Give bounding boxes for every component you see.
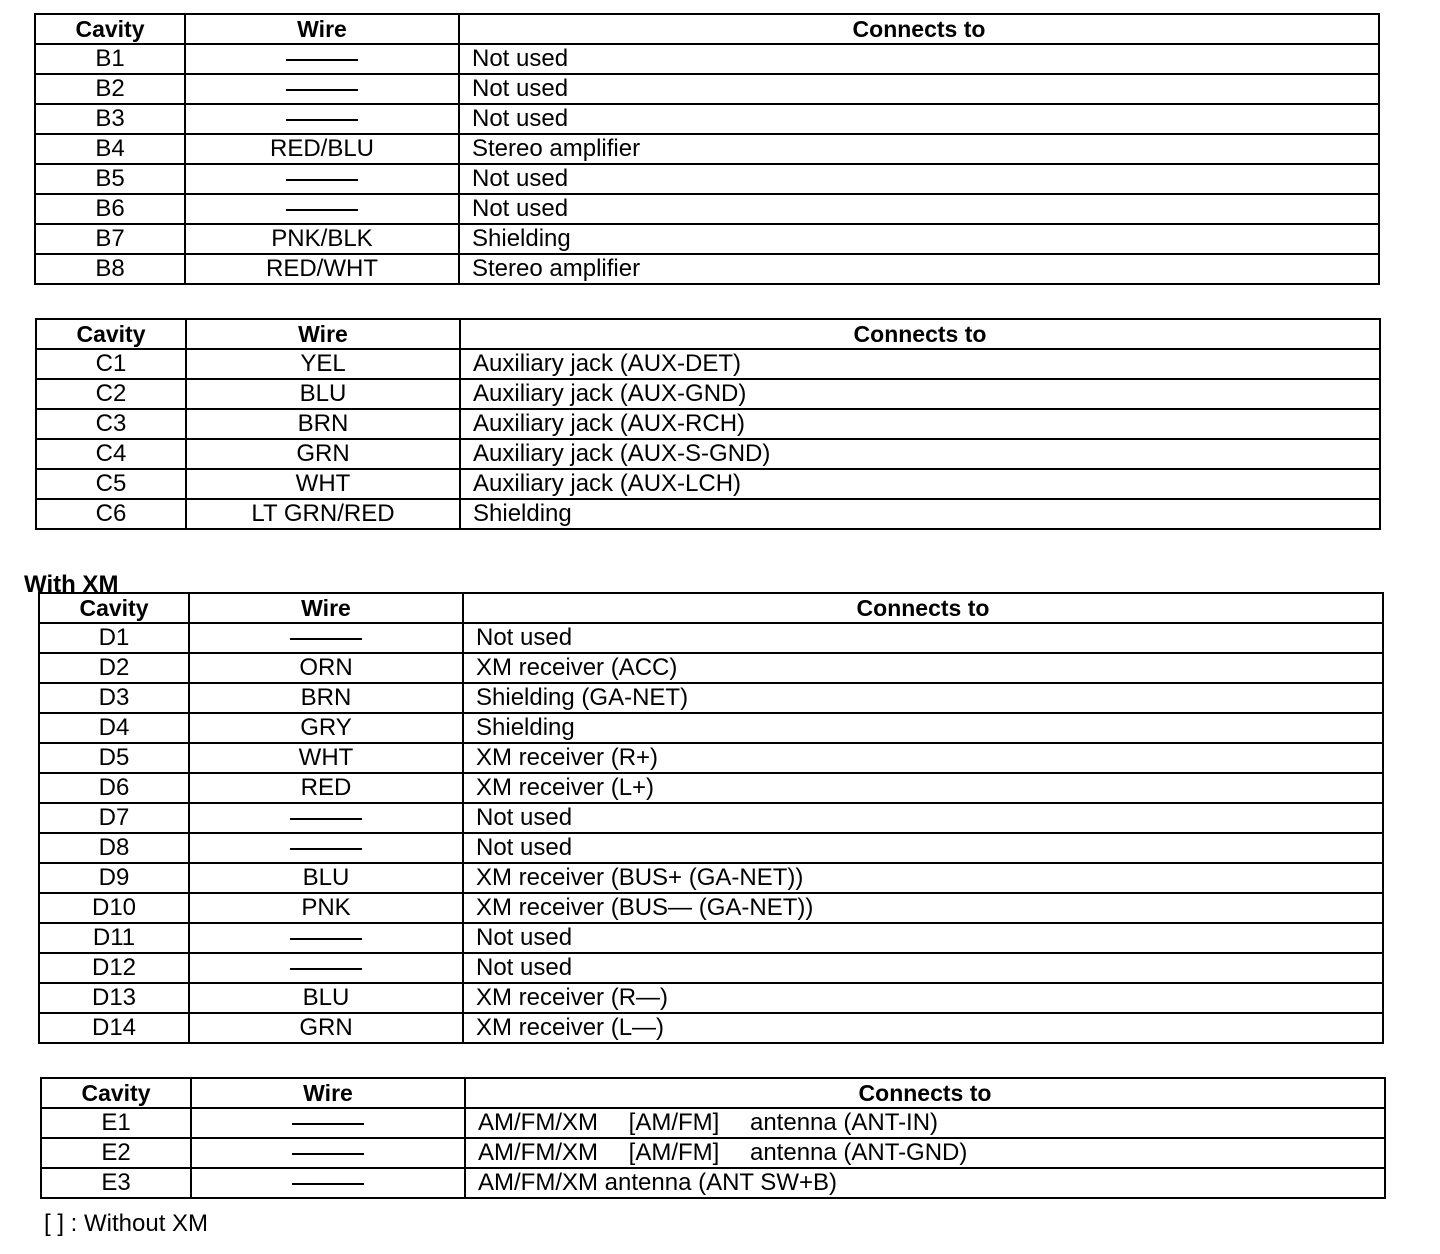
cavity-table-d <box>38 592 1384 1044</box>
table-row <box>41 1168 1385 1198</box>
cavity-cell: B5 <box>35 164 185 194</box>
cavity-cell: D6 <box>39 773 189 803</box>
wire-cell <box>189 833 463 863</box>
cavity-column-header: Cavity <box>36 319 186 349</box>
wire-cell <box>191 1138 465 1168</box>
cavity-cell: B2 <box>35 74 185 104</box>
table-row <box>39 953 1383 983</box>
cavity-cell: D5 <box>39 743 189 773</box>
table-header <box>41 1078 1385 1108</box>
wire-cell: BLU <box>186 379 460 409</box>
cavity-cell: D3 <box>39 683 189 713</box>
table-row <box>35 224 1379 254</box>
table-row <box>39 623 1383 653</box>
wire-column-header: Wire <box>186 319 460 349</box>
wire-cell: RED <box>189 773 463 803</box>
wire-cell <box>185 74 459 104</box>
wire-column-header: Wire <box>191 1078 465 1108</box>
connects-to-cell: XM receiver (R+) <box>463 743 1383 773</box>
wire-cell <box>185 194 459 224</box>
cavity-cell: B4 <box>35 134 185 164</box>
wire-cell <box>185 164 459 194</box>
cavity-cell: D2 <box>39 653 189 683</box>
cavity-cell: E1 <box>41 1108 191 1138</box>
connects-to-cell: AM/FM/XM [AM/FM] antenna (ANT-GND) <box>465 1138 1385 1168</box>
no-wire-dash-icon <box>290 848 362 850</box>
table-row <box>39 983 1383 1013</box>
wire-cell: WHT <box>189 743 463 773</box>
connects-to-cell: Not used <box>459 44 1379 74</box>
wire-cell: ORN <box>189 653 463 683</box>
table-row <box>39 1013 1383 1043</box>
table-row <box>36 499 1380 529</box>
wire-cell: LT GRN/RED <box>186 499 460 529</box>
connects-to-cell: Not used <box>463 953 1383 983</box>
cavity-cell: D13 <box>39 983 189 1013</box>
no-wire-dash-icon <box>290 968 362 970</box>
connects-to-cell: Auxiliary jack (AUX-DET) <box>460 349 1380 379</box>
table-row <box>39 683 1383 713</box>
cavity-cell: D11 <box>39 923 189 953</box>
wire-cell <box>189 923 463 953</box>
table-row <box>36 439 1380 469</box>
table-row <box>39 743 1383 773</box>
table-header <box>39 593 1383 623</box>
table-row <box>41 1138 1385 1168</box>
connects-to-cell: XM receiver (BUS+ (GA-NET)) <box>463 863 1383 893</box>
table-row <box>39 923 1383 953</box>
wire-cell: RED/WHT <box>185 254 459 284</box>
table-row <box>35 194 1379 224</box>
wire-cell <box>189 953 463 983</box>
table-row <box>36 379 1380 409</box>
no-wire-dash-icon <box>292 1123 364 1125</box>
no-wire-dash-icon <box>292 1153 364 1155</box>
cavity-cell: D1 <box>39 623 189 653</box>
connects-to-cell: Not used <box>463 803 1383 833</box>
connects-to-column-header: Connects to <box>465 1078 1385 1108</box>
table-row <box>39 803 1383 833</box>
table-body <box>35 44 1379 284</box>
wire-cell <box>189 623 463 653</box>
cavity-cell: B6 <box>35 194 185 224</box>
cavity-cell: C4 <box>36 439 186 469</box>
table-row <box>35 104 1379 134</box>
cavity-column-header: Cavity <box>41 1078 191 1108</box>
cavity-cell: B1 <box>35 44 185 74</box>
no-wire-dash-icon <box>286 119 358 121</box>
no-wire-dash-icon <box>286 209 358 211</box>
connects-to-cell: Not used <box>459 194 1379 224</box>
cavity-cell: C3 <box>36 409 186 439</box>
table-body <box>39 623 1383 1043</box>
cavity-cell: D7 <box>39 803 189 833</box>
table-row <box>35 164 1379 194</box>
connects-to-column-header: Connects to <box>463 593 1383 623</box>
table-row <box>39 653 1383 683</box>
connects-to-column-header: Connects to <box>459 14 1379 44</box>
no-wire-dash-icon <box>286 89 358 91</box>
table-header <box>36 319 1380 349</box>
cavity-table-b <box>34 13 1380 285</box>
no-wire-dash-icon <box>286 59 358 61</box>
wire-cell: GRN <box>189 1013 463 1043</box>
connects-to-cell: Not used <box>463 923 1383 953</box>
connects-to-cell: AM/FM/XM antenna (ANT SW+B) <box>465 1168 1385 1198</box>
connects-to-cell: Not used <box>459 104 1379 134</box>
table-row <box>39 893 1383 923</box>
wire-cell: BLU <box>189 983 463 1013</box>
cavity-cell: D8 <box>39 833 189 863</box>
table-row <box>39 833 1383 863</box>
cavity-cell: C1 <box>36 349 186 379</box>
no-wire-dash-icon <box>286 179 358 181</box>
connects-to-cell: Auxiliary jack (AUX-RCH) <box>460 409 1380 439</box>
wire-cell: BLU <box>189 863 463 893</box>
connects-to-cell: XM receiver (L—) <box>463 1013 1383 1043</box>
connects-to-cell: Not used <box>459 74 1379 104</box>
wire-cell: YEL <box>186 349 460 379</box>
wire-cell: PNK/BLK <box>185 224 459 254</box>
cavity-cell: B3 <box>35 104 185 134</box>
cavity-table-e <box>40 1077 1386 1199</box>
connects-to-cell: Auxiliary jack (AUX-S-GND) <box>460 439 1380 469</box>
table-row <box>35 44 1379 74</box>
cavity-cell: D4 <box>39 713 189 743</box>
cavity-cell: C5 <box>36 469 186 499</box>
cavity-table-c <box>35 318 1381 530</box>
connects-to-cell: AM/FM/XM [AM/FM] antenna (ANT-IN) <box>465 1108 1385 1138</box>
wire-cell: GRY <box>189 713 463 743</box>
connects-to-cell: XM receiver (BUS— (GA-NET)) <box>463 893 1383 923</box>
table-body <box>36 349 1380 529</box>
connects-to-cell: Not used <box>459 164 1379 194</box>
cavity-cell: E2 <box>41 1138 191 1168</box>
cavity-cell: C6 <box>36 499 186 529</box>
table-row <box>35 134 1379 164</box>
wire-cell <box>191 1168 465 1198</box>
table-row <box>39 713 1383 743</box>
cavity-column-header: Cavity <box>39 593 189 623</box>
connects-to-cell: Not used <box>463 623 1383 653</box>
no-wire-dash-icon <box>290 638 362 640</box>
connects-to-column-header: Connects to <box>460 319 1380 349</box>
wire-cell <box>191 1108 465 1138</box>
connects-to-cell: XM receiver (R—) <box>463 983 1383 1013</box>
table-row <box>41 1108 1385 1138</box>
table-row <box>36 409 1380 439</box>
connects-to-cell: XM receiver (ACC) <box>463 653 1383 683</box>
wire-column-header: Wire <box>189 593 463 623</box>
table-body <box>41 1108 1385 1198</box>
section-title-with-xm: With XM <box>24 571 119 598</box>
table-header <box>35 14 1379 44</box>
cavity-cell: B7 <box>35 224 185 254</box>
connects-to-cell: Auxiliary jack (AUX-LCH) <box>460 469 1380 499</box>
table-row <box>35 254 1379 284</box>
wire-cell <box>185 104 459 134</box>
cavity-cell: D10 <box>39 893 189 923</box>
connects-to-cell: Shielding <box>463 713 1383 743</box>
wire-cell: GRN <box>186 439 460 469</box>
connects-to-cell: Shielding <box>459 224 1379 254</box>
table-row <box>36 349 1380 379</box>
wire-cell: BRN <box>189 683 463 713</box>
cavity-cell: C2 <box>36 379 186 409</box>
table-row <box>36 469 1380 499</box>
connects-to-cell: Shielding <box>460 499 1380 529</box>
cavity-cell: D14 <box>39 1013 189 1043</box>
footnote-without-xm: [ ] : Without XM <box>44 1210 209 1237</box>
cavity-cell: E3 <box>41 1168 191 1198</box>
no-wire-dash-icon <box>290 818 362 820</box>
wire-cell: WHT <box>186 469 460 499</box>
connects-to-cell: Shielding (GA-NET) <box>463 683 1383 713</box>
connects-to-cell: Not used <box>463 833 1383 863</box>
table-row <box>35 74 1379 104</box>
wire-cell: PNK <box>189 893 463 923</box>
cavity-column-header: Cavity <box>35 14 185 44</box>
table-row <box>39 863 1383 893</box>
connects-to-cell: XM receiver (L+) <box>463 773 1383 803</box>
wire-cell <box>185 44 459 74</box>
wire-cell: RED/BLU <box>185 134 459 164</box>
no-wire-dash-icon <box>292 1183 364 1185</box>
connects-to-cell: Stereo amplifier <box>459 134 1379 164</box>
connects-to-cell: Auxiliary jack (AUX-GND) <box>460 379 1380 409</box>
no-wire-dash-icon <box>290 938 362 940</box>
table-row <box>39 773 1383 803</box>
cavity-cell: D9 <box>39 863 189 893</box>
cavity-cell: B8 <box>35 254 185 284</box>
connects-to-cell: Stereo amplifier <box>459 254 1379 284</box>
cavity-cell: D12 <box>39 953 189 983</box>
wire-cell: BRN <box>186 409 460 439</box>
wire-column-header: Wire <box>185 14 459 44</box>
wire-cell <box>189 803 463 833</box>
